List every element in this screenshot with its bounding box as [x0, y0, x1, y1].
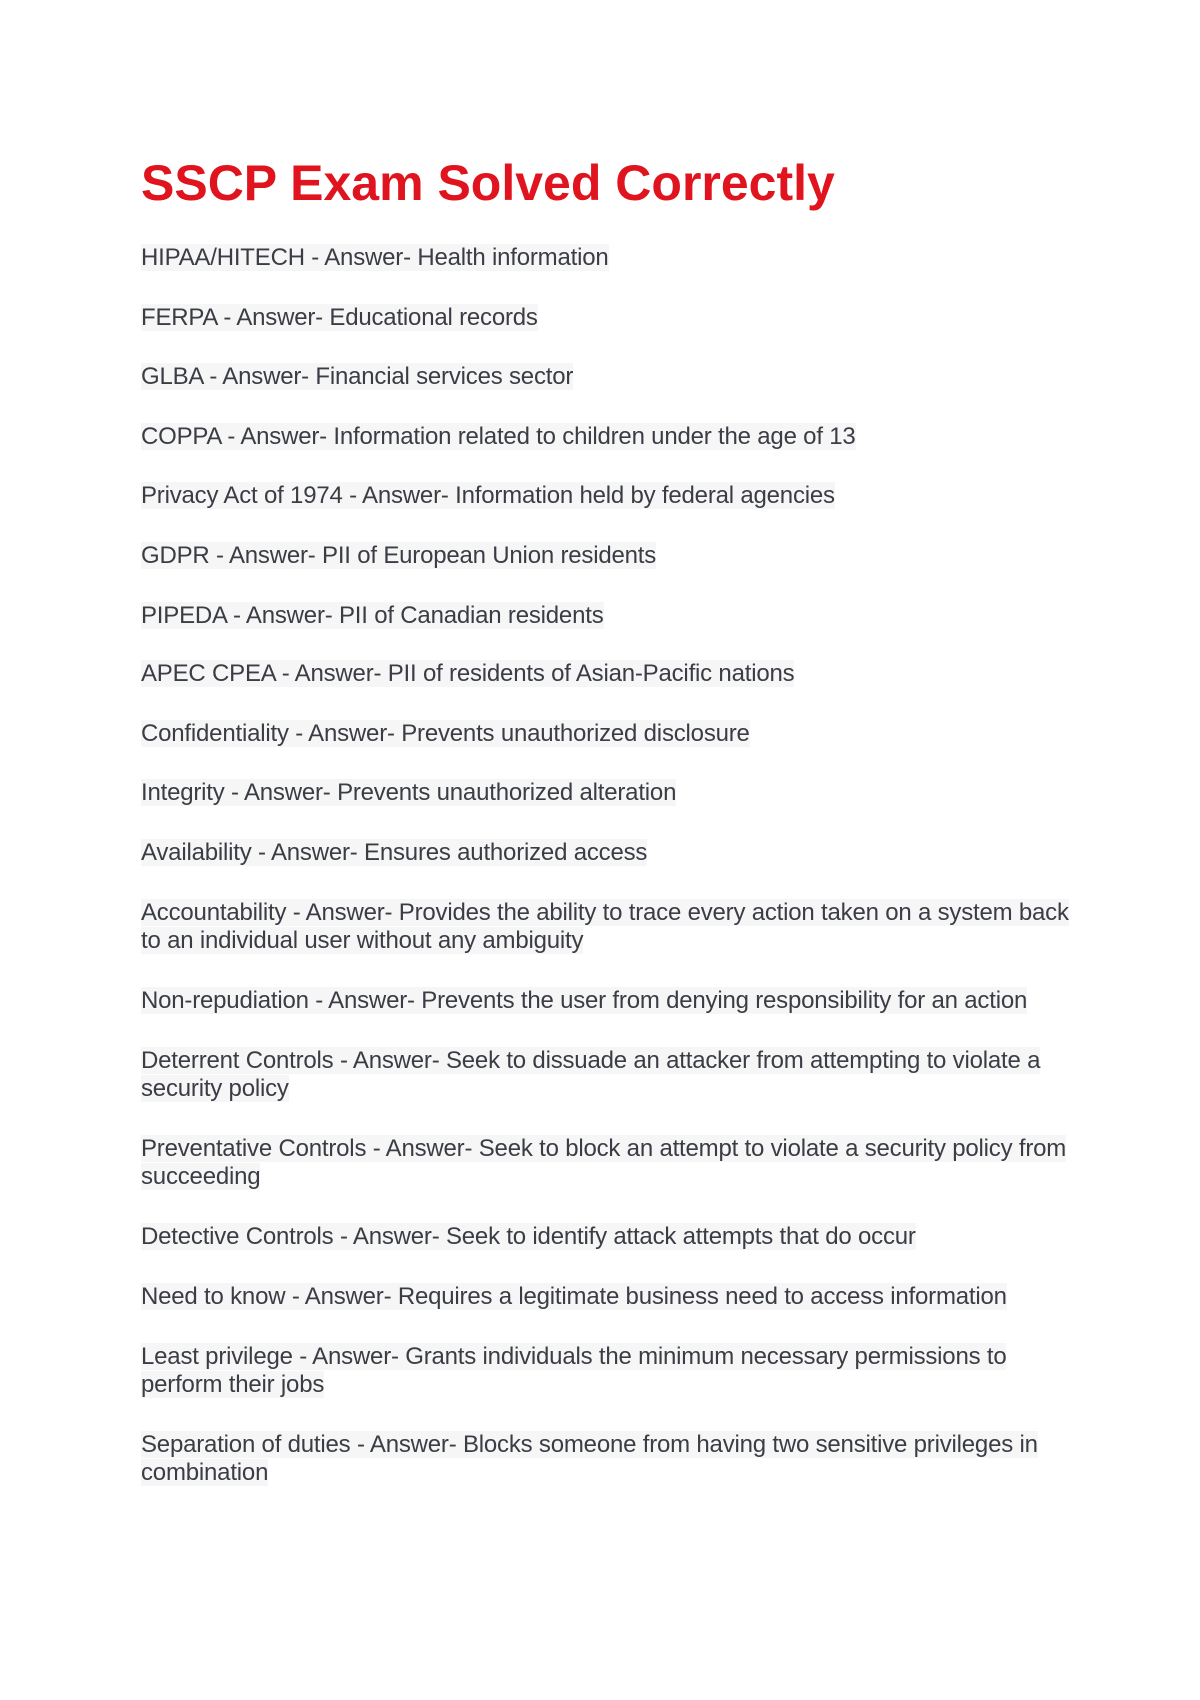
qa-text: GLBA - Answer- Financial services sector: [141, 363, 574, 390]
qa-text: Deterrent Controls - Answer- Seek to dissuade an attacker from attempting to violate a security policy: [141, 1047, 1041, 1102]
qa-item: [141, 1343, 1071, 1399]
qa-item: [141, 987, 1071, 1015]
qa-item: [141, 1431, 1071, 1487]
qa-item: [141, 542, 1071, 570]
qa-item: [141, 720, 1071, 748]
qa-item: [141, 1283, 1071, 1311]
qa-text: FERPA - Answer- Educational records: [141, 304, 538, 331]
qa-text: APEC CPEA - Answer- PII of residents of Asian-Pacific nations: [141, 660, 795, 687]
qa-item: [141, 1223, 1071, 1251]
qa-text: COPPA - Answer- Information related to children under the age of 13: [141, 423, 856, 450]
qa-text: Accountability - Answer- Provides the ability to trace every action taken on a system back to an individual user without any ambiguity: [141, 899, 1069, 954]
qa-item: [141, 423, 1071, 451]
qa-text: Integrity - Answer- Prevents unauthorized alteration: [141, 779, 677, 806]
qa-item: [141, 602, 1071, 630]
qa-text: Preventative Controls - Answer- Seek to block an attempt to violate a security policy from succeeding: [141, 1135, 1067, 1190]
qa-text: Privacy Act of 1974 - Answer- Information held by federal agencies: [141, 482, 835, 509]
qa-item: [141, 244, 1071, 272]
qa-text: Confidentiality - Answer- Prevents unauthorized disclosure: [141, 720, 750, 747]
qa-item: [141, 1047, 1071, 1103]
qa-item: [141, 304, 1071, 332]
qa-item: [141, 1135, 1071, 1191]
qa-item: [141, 482, 1071, 510]
qa-text: Need to know - Answer- Requires a legitimate business need to access information: [141, 1283, 1007, 1310]
qa-text: Separation of duties - Answer- Blocks someone from having two sensitive privileges in combination: [141, 1431, 1038, 1486]
qa-text: Non-repudiation - Answer- Prevents the user from denying responsibility for an action: [141, 987, 1028, 1014]
page-title: SSCP Exam Solved Correctly: [141, 155, 835, 211]
qa-text: PIPEDA - Answer- PII of Canadian residents: [141, 602, 604, 629]
qa-text: Availability - Answer- Ensures authorized access: [141, 839, 648, 866]
qa-item: [141, 779, 1071, 807]
qa-item: [141, 899, 1071, 955]
qa-text: HIPAA/HITECH - Answer- Health information: [141, 244, 609, 271]
qa-item: [141, 660, 1071, 688]
qa-item: [141, 839, 1071, 867]
qa-text: Detective Controls - Answer- Seek to identify attack attempts that do occur: [141, 1223, 916, 1250]
qa-text: Least privilege - Answer- Grants individuals the minimum necessary permissions to perform their jobs: [141, 1343, 1007, 1398]
qa-item: [141, 363, 1071, 391]
qa-text: GDPR - Answer- PII of European Union residents: [141, 542, 657, 569]
